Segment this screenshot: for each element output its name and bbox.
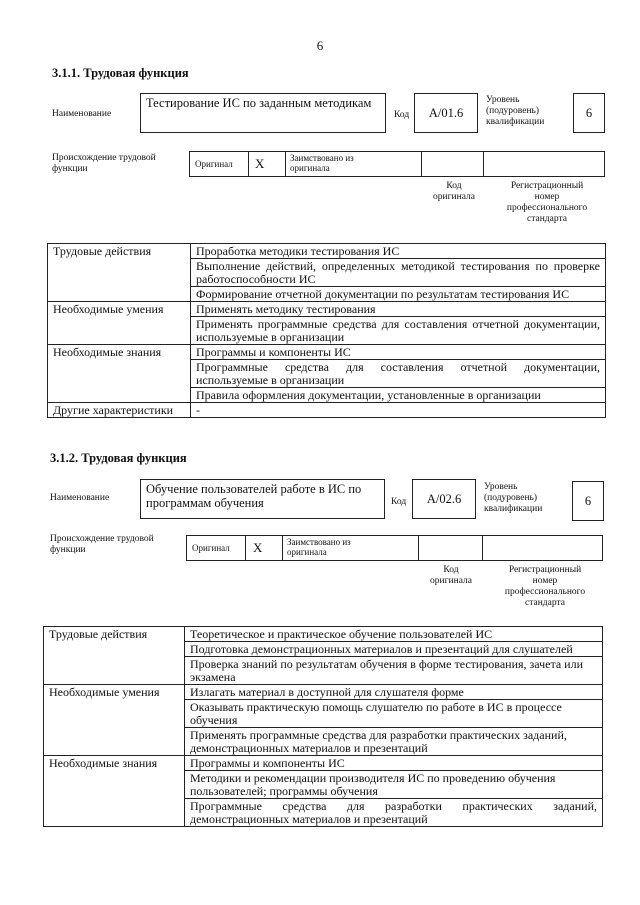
table-cell: Формирование отчетной документации по результатам тестирования ИС xyxy=(191,287,606,302)
table-cell: Программы и компоненты ИС xyxy=(191,345,606,360)
section-title: 3.1.2. Трудовая функция xyxy=(50,451,187,465)
table-cell: - xyxy=(191,403,606,418)
table-cell: Проработка методики тестирования ИС xyxy=(191,244,606,259)
row-header: Необходимые знания xyxy=(48,345,191,403)
row-header: Трудовые действия xyxy=(44,627,185,685)
function-name-box xyxy=(140,479,385,519)
original-mark: X xyxy=(255,156,265,171)
table-cell: Программы и компоненты ИС xyxy=(185,756,603,771)
table-cell: Программные средства для составления отчетной документации, используемые в организации xyxy=(191,360,606,388)
function-code: А/01.6 xyxy=(414,93,478,133)
function-name: Обучение пользователей работе в ИС по программам обучения xyxy=(146,482,362,510)
original-label: Оригинал xyxy=(195,159,233,169)
table-cell: Выполнение действий, определенных методикой тестирования по проверке работоспособности ИС xyxy=(191,259,606,287)
row-header: Трудовые действия xyxy=(48,244,191,302)
borrowed-label: Заимствовано из оригинала xyxy=(287,537,351,557)
table-cell: Подготовка демонстрационных материалов и презентаций для слушателей xyxy=(185,642,603,657)
table-cell: Излагать материал в доступной для слушателя форме xyxy=(185,685,603,700)
row-header: Другие характеристики xyxy=(48,403,191,418)
code-label: Код xyxy=(391,497,407,507)
table-cell: Методики и рекомендации производителя ИС по проведению обучения пользователей; программы обучения xyxy=(185,771,603,799)
function-table xyxy=(43,626,603,827)
origin-row xyxy=(186,535,603,561)
name-label: Наименование xyxy=(52,109,112,119)
code-label: Код xyxy=(394,110,410,120)
level-label: Уровень (подуровень) квалификации xyxy=(484,482,543,514)
origin-code-caption: Код оригинала xyxy=(430,565,472,586)
qualification-level: 6 xyxy=(572,481,604,521)
table-cell: Проверка знаний по результатам обучения в форме тестирования, зачета или экзамена xyxy=(185,657,603,685)
origin-code-caption: Код оригинала xyxy=(433,181,475,202)
reg-number-caption: Регистрационный номер профессионального стандарта xyxy=(504,565,586,608)
origin-label: Происхождение трудовой функции xyxy=(52,153,156,174)
level-label: Уровень (подуровень) квалификации xyxy=(486,95,545,127)
table-cell: Оказывать практическую помощь слушателю по работе в ИС в процессе обучения xyxy=(185,700,603,728)
table-cell: Правила оформления документации, установленные в организации xyxy=(191,388,606,403)
original-label: Оригинал xyxy=(192,543,230,553)
table-cell: Применять программные средства для составления отчетной документации, используемые в организации xyxy=(191,317,606,345)
page-number: 6 xyxy=(316,38,324,53)
section-title: 3.1.1. Трудовая функция xyxy=(52,66,189,80)
table-cell: Программные средства для разработки практических заданий, демонстрационных материалов и презентаций xyxy=(185,799,603,827)
reg-number-caption: Регистрационный номер профессионального стандарта xyxy=(506,181,588,224)
row-header: Необходимые умения xyxy=(48,302,191,345)
origin-row xyxy=(189,151,605,177)
table-cell: Применять методику тестирования xyxy=(191,302,606,317)
name-label: Наименование xyxy=(50,493,110,503)
original-mark: X xyxy=(253,540,263,555)
qualification-level: 6 xyxy=(573,93,605,133)
row-header: Необходимые умения xyxy=(44,685,185,756)
table-cell: Применять программные средства для разработки практических заданий, демонстрационных материалов и презентаций xyxy=(185,728,603,756)
origin-label: Происхождение трудовой функции xyxy=(50,534,154,555)
row-header: Необходимые знания xyxy=(44,756,185,827)
function-code: А/02.6 xyxy=(412,479,476,519)
function-table xyxy=(47,243,606,418)
function-name-box xyxy=(140,93,386,133)
function-name: Тестирование ИС по заданным методикам xyxy=(146,96,372,110)
borrowed-label: Заимствовано из оригинала xyxy=(290,153,354,173)
table-cell: Теоретическое и практическое обучение пользователей ИС xyxy=(185,627,603,642)
